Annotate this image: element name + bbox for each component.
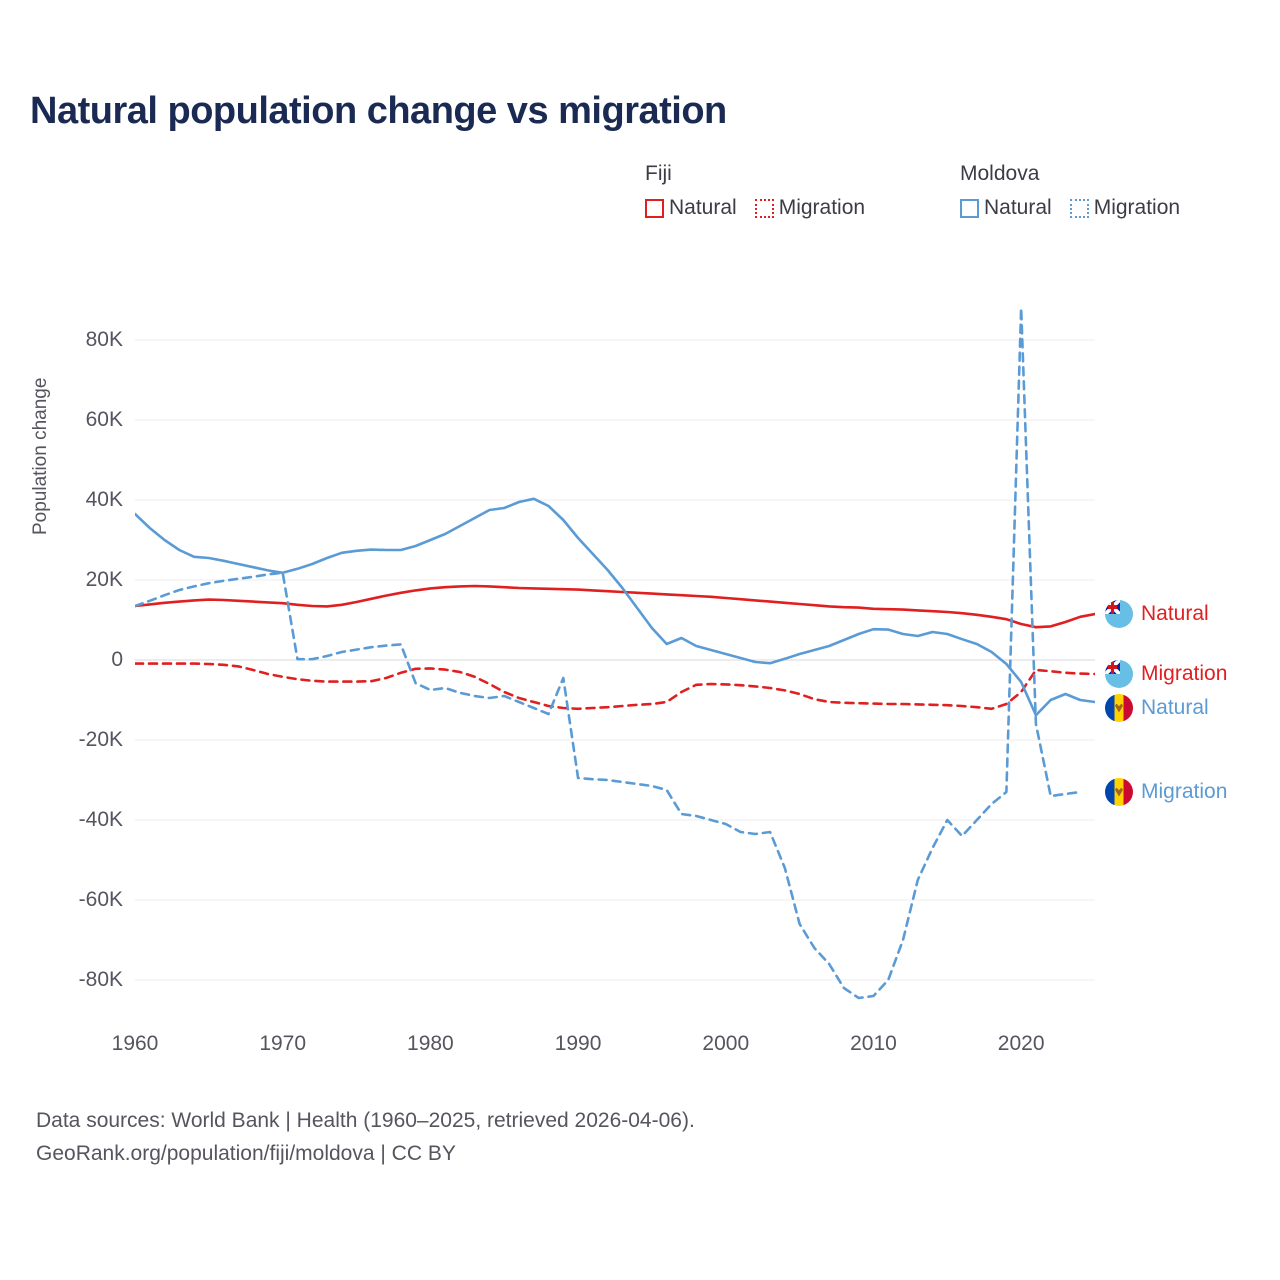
end-label-moldova-migration[interactable] [1105,778,1227,806]
x-tick-label: 2010 [850,1032,897,1055]
fiji-flag-icon [1105,600,1133,628]
y-tick-label: -40K [78,808,123,831]
y-axis-label: Population change [30,377,51,535]
legend-country-moldova: Moldova [960,162,1040,185]
legend-label: Migration [1093,196,1181,219]
legend-item-fiji-migration[interactable] [755,196,865,220]
legend-country-fiji: Fiji [645,162,672,185]
end-label-fiji-migration[interactable] [1105,660,1227,688]
x-tick-label: 1980 [407,1032,454,1055]
moldova-flag-icon [1105,778,1133,806]
legend-label: Natural [984,196,1052,219]
legend-item-fiji-natural[interactable] [645,196,737,220]
legend-label: Migration [778,196,866,219]
x-tick-label: 2000 [702,1032,750,1055]
y-tick-label: 60K [85,408,123,431]
y-tick-label: 0 [111,648,123,671]
legend-swatch-solid-icon [960,199,979,218]
end-label-text: Migration [1141,662,1228,685]
legend-swatch-dotted-icon [1070,199,1089,218]
end-label-moldova-natural[interactable] [1105,694,1209,722]
x-tick-label: 1970 [259,1032,307,1055]
series-line-moldova-natural [135,499,1095,715]
legend-item-moldova-migration[interactable] [1070,196,1180,220]
end-label-text: Natural [1141,696,1209,719]
moldova-flag-icon [1105,694,1133,722]
series-line-moldova-migration [135,308,1080,998]
series-line-fiji-natural [135,586,1095,627]
x-tick-label: 1960 [111,1032,159,1055]
y-tick-label: -60K [78,888,123,911]
legend-group-moldova [960,162,1180,220]
footer-line-attribution: GeoRank.org/population/fiji/moldova | CC BY [36,1141,456,1165]
y-tick-label: 20K [85,568,123,591]
legend-group-fiji [645,162,865,220]
end-label-text: Migration [1141,780,1228,803]
legend-label: Natural [669,196,737,219]
series-end-labels [1105,300,1280,1020]
fiji-flag-icon [1105,660,1133,688]
end-label-fiji-natural[interactable] [1105,600,1209,628]
footer-line-sources: Data sources: World Bank | Health (1960–2025, retrieved 2026-04-06). [36,1109,695,1132]
chart-svg [135,300,1095,1020]
x-tick-label: 1990 [554,1032,602,1055]
plot-area [135,300,1095,1020]
footer [36,1105,695,1170]
y-tick-label: 40K [85,488,123,511]
legend-swatch-solid-icon [645,199,664,218]
y-tick-label: 80K [85,328,123,351]
y-tick-label: -80K [78,968,123,991]
page-title: Natural population change vs migration [30,90,727,132]
x-axis-ticks [111,1032,1095,1062]
series-line-fiji-migration [135,664,1095,709]
legend-item-moldova-natural[interactable] [960,196,1052,220]
y-tick-label: -20K [78,728,123,751]
end-label-text: Natural [1141,602,1209,625]
legend-swatch-dotted-icon [755,199,774,218]
y-axis-ticks [55,300,123,1020]
x-tick-label: 2020 [997,1032,1045,1055]
